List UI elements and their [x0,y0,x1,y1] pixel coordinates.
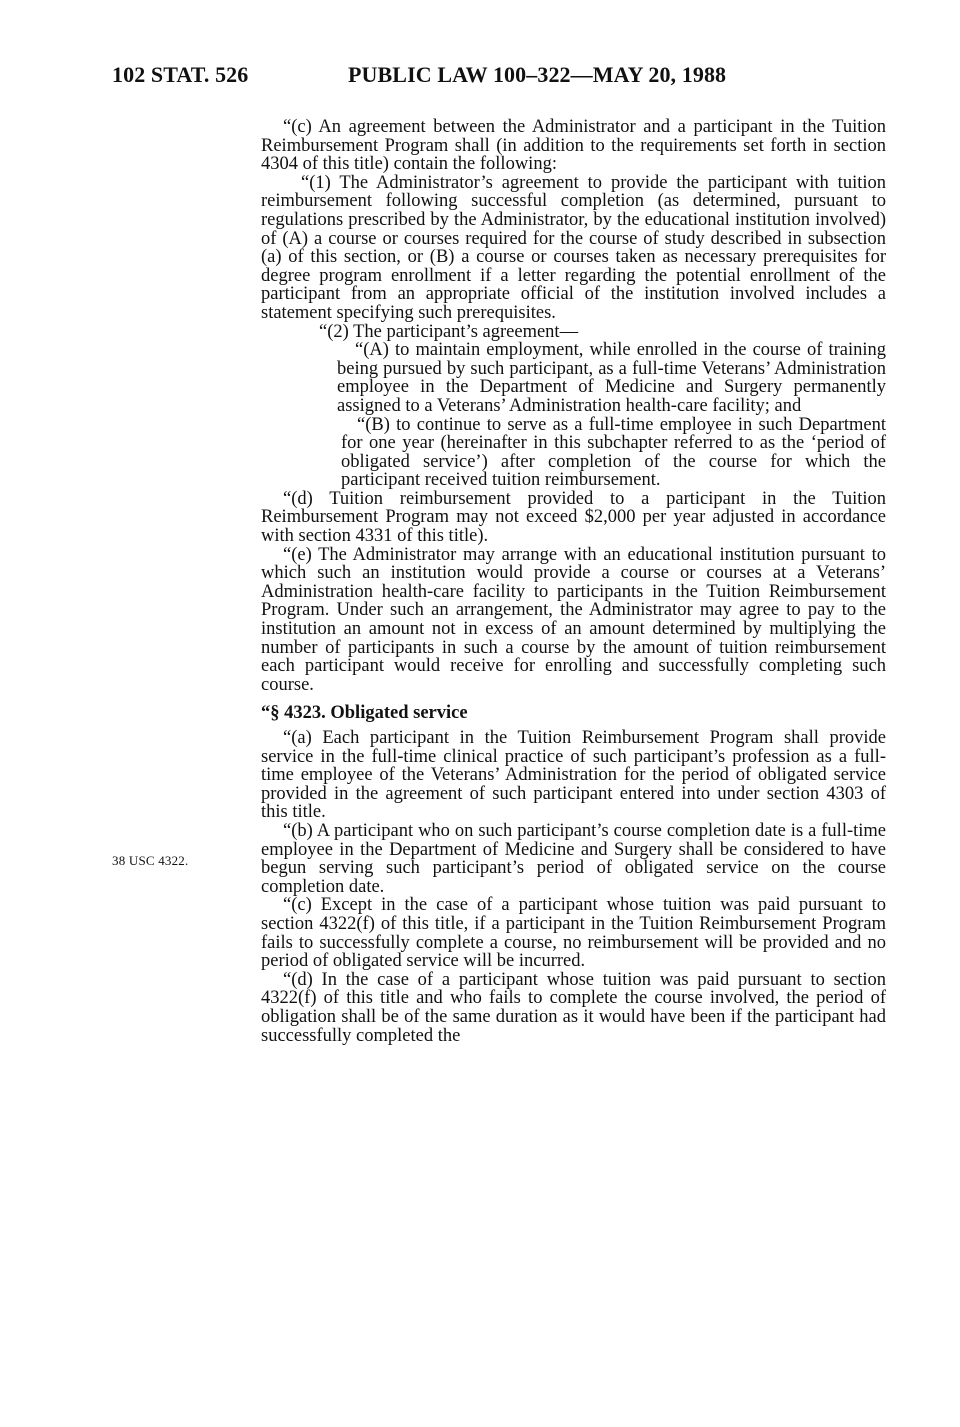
body-text [261,118,886,1045]
section-paragraph-d: “(d) In the case of a participant whose tuition was paid pursuant to section 4322(f) of this title and who fails to complete the course involved, the period of obligation shall be of the same duration as it would have been if the participant had successfully completed the [261,969,886,1046]
paragraph-e: “(e) The Administrator may arrange with an educational institution pursuant to which such an institution would provide a course or courses at a Veterans’ Administration health-care facility to participants in the Tuition Reimbursement Program. Under such an arrangement, the Administrator may agree to pay to the institution an amount not in excess of an amount determined by multiplying the number of participants in such a course by the amount of tuition reimbursement each participant would receive for enrolling and successfully completing such course. [261,544,886,695]
margin-citation: 38 USC 4322. [112,853,189,868]
paragraph-d: “(d) Tuition reimbursement provided to a participant in the Tuition Reimbursement Program may not exceed $2,000 per year adjusted in accordance with section 4331 of this title). [261,488,886,547]
section-heading: “§ 4323. Obligated service [261,703,468,724]
page-number-header: 102 STAT. 526 [112,62,249,87]
paragraph-c-1: “(1) The Administrator’s agreement to provide the participant with tuition reimbursement following successful completion (as determined, pursuant to regulations prescribed by the Administrator, by the educational institution involved) of (A) a course or courses required for the course of study described in subsection (a) of this section, or (B) a course or courses taken as necessary prerequisites for degree program enrollment if a letter regarding the potential enrollment of the participant from an appropriate official of the institution involved includes a statement specifying such prerequisites. [261,172,886,323]
section-paragraph-b: “(b) A participant who on such participant’s course completion date is a full-time employee in the Department of Medicine and Surgery shall be considered to have begun serving such participant’s period of obligated service on the course completion date. [261,820,886,897]
paragraph-c-2-a: “(A) to maintain employment, while enrolled in the course of training being pursued by such participant, as a full-time Veterans’ Administration employee in the Department of Medicine and Surgery permanently assigned to a Veterans’ Administration health-care facility; and [337,340,886,416]
paragraph-c-2-b: “(B) to continue to serve as a full-time employee in such Department for one year (hereinafter in this subchapter referred to as the ‘period of obligated service’) after completion of the course for which the participant received tuition reimbursement. [341,414,886,491]
section-paragraph-c: “(c) Except in the case of a participant whose tuition was paid pursuant to section 4322(f) of this title, if a participant in the Tuition Reimbursement Program fails to successfully complete a course, no reimbursement will be provided and no period of obligated service will be incurred. [261,895,886,972]
paragraph-c: “(c) An agreement between the Administrator and a participant in the Tuition Reimbursement Program shall (in addition to the requirements set forth in section 4304 of this title) contain the following: [261,117,886,175]
section-paragraph-a: “(a) Each participant in the Tuition Reimbursement Program shall provide service in the full-time clinical practice of such participant’s profession as a full-time employee of the Veterans’ Administration for the period of obligated service provided in the agreement of such participant entered into under section 4303 of this title. [261,728,886,823]
public-law-header: PUBLIC LAW 100–322—MAY 20, 1988 [348,62,727,87]
paragraph-c-2: “(2) The participant’s agreement— [319,321,579,342]
